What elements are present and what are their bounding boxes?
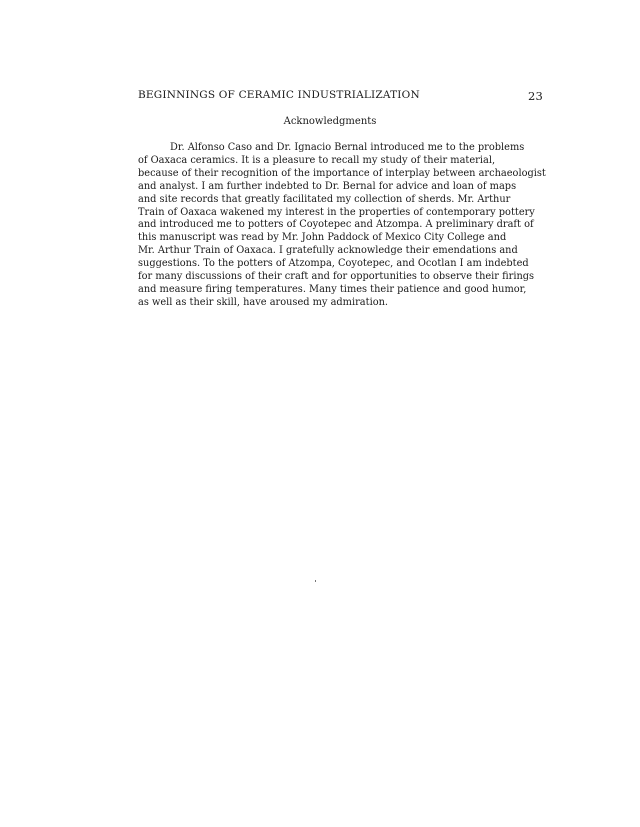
running-title: BEGINNINGS OF CERAMIC INDUSTRIALIZATION [138, 89, 420, 101]
paragraph-line: of Oaxaca ceramics. It is a pleasure to recall my study of their material, [138, 154, 496, 166]
paragraph-line: and introduced me to potters of Coyotepec and Atzompa. A preliminary draft of [138, 219, 534, 231]
paragraph-line: suggestions. To the potters of Atzompa, Coyotepec, and Ocotlan I am indebted [138, 258, 529, 270]
paragraph-line: Dr. Alfonso Caso and Dr. Ignacio Bernal introduced me to the problems [170, 142, 525, 153]
paragraph-line: and site records that greatly facilitated my collection of sherds. Mr. Arthur [138, 193, 511, 205]
paragraph-line: because of their recognition of the importance of interplay between archaeologist [138, 167, 546, 179]
paragraph-line: this manuscript was read by Mr. John Paddock of Mexico City College and [138, 232, 507, 244]
acknowledgments-paragraph [138, 142, 548, 310]
paragraph-line: Train of Oaxaca wakened my interest in the properties of contemporary pottery [138, 206, 535, 218]
scan-speck [315, 580, 316, 582]
page-number: 23 [527, 89, 543, 103]
paragraph-line: for many discussions of their craft and for opportunities to observe their firings [138, 271, 535, 283]
paragraph-line: Mr. Arthur Train of Oaxaca. I gratefully acknowledge their emendations and [138, 245, 518, 257]
paragraph-line: and measure firing temperatures. Many times their patience and good humor, [138, 283, 527, 295]
paragraph-line: and analyst. I am further indebted to Dr. Bernal for advice and loan of maps [138, 180, 517, 192]
paragraph-line: as well as their skill, have aroused my admiration. [138, 296, 389, 308]
section-heading: Acknowledgments [283, 116, 377, 127]
